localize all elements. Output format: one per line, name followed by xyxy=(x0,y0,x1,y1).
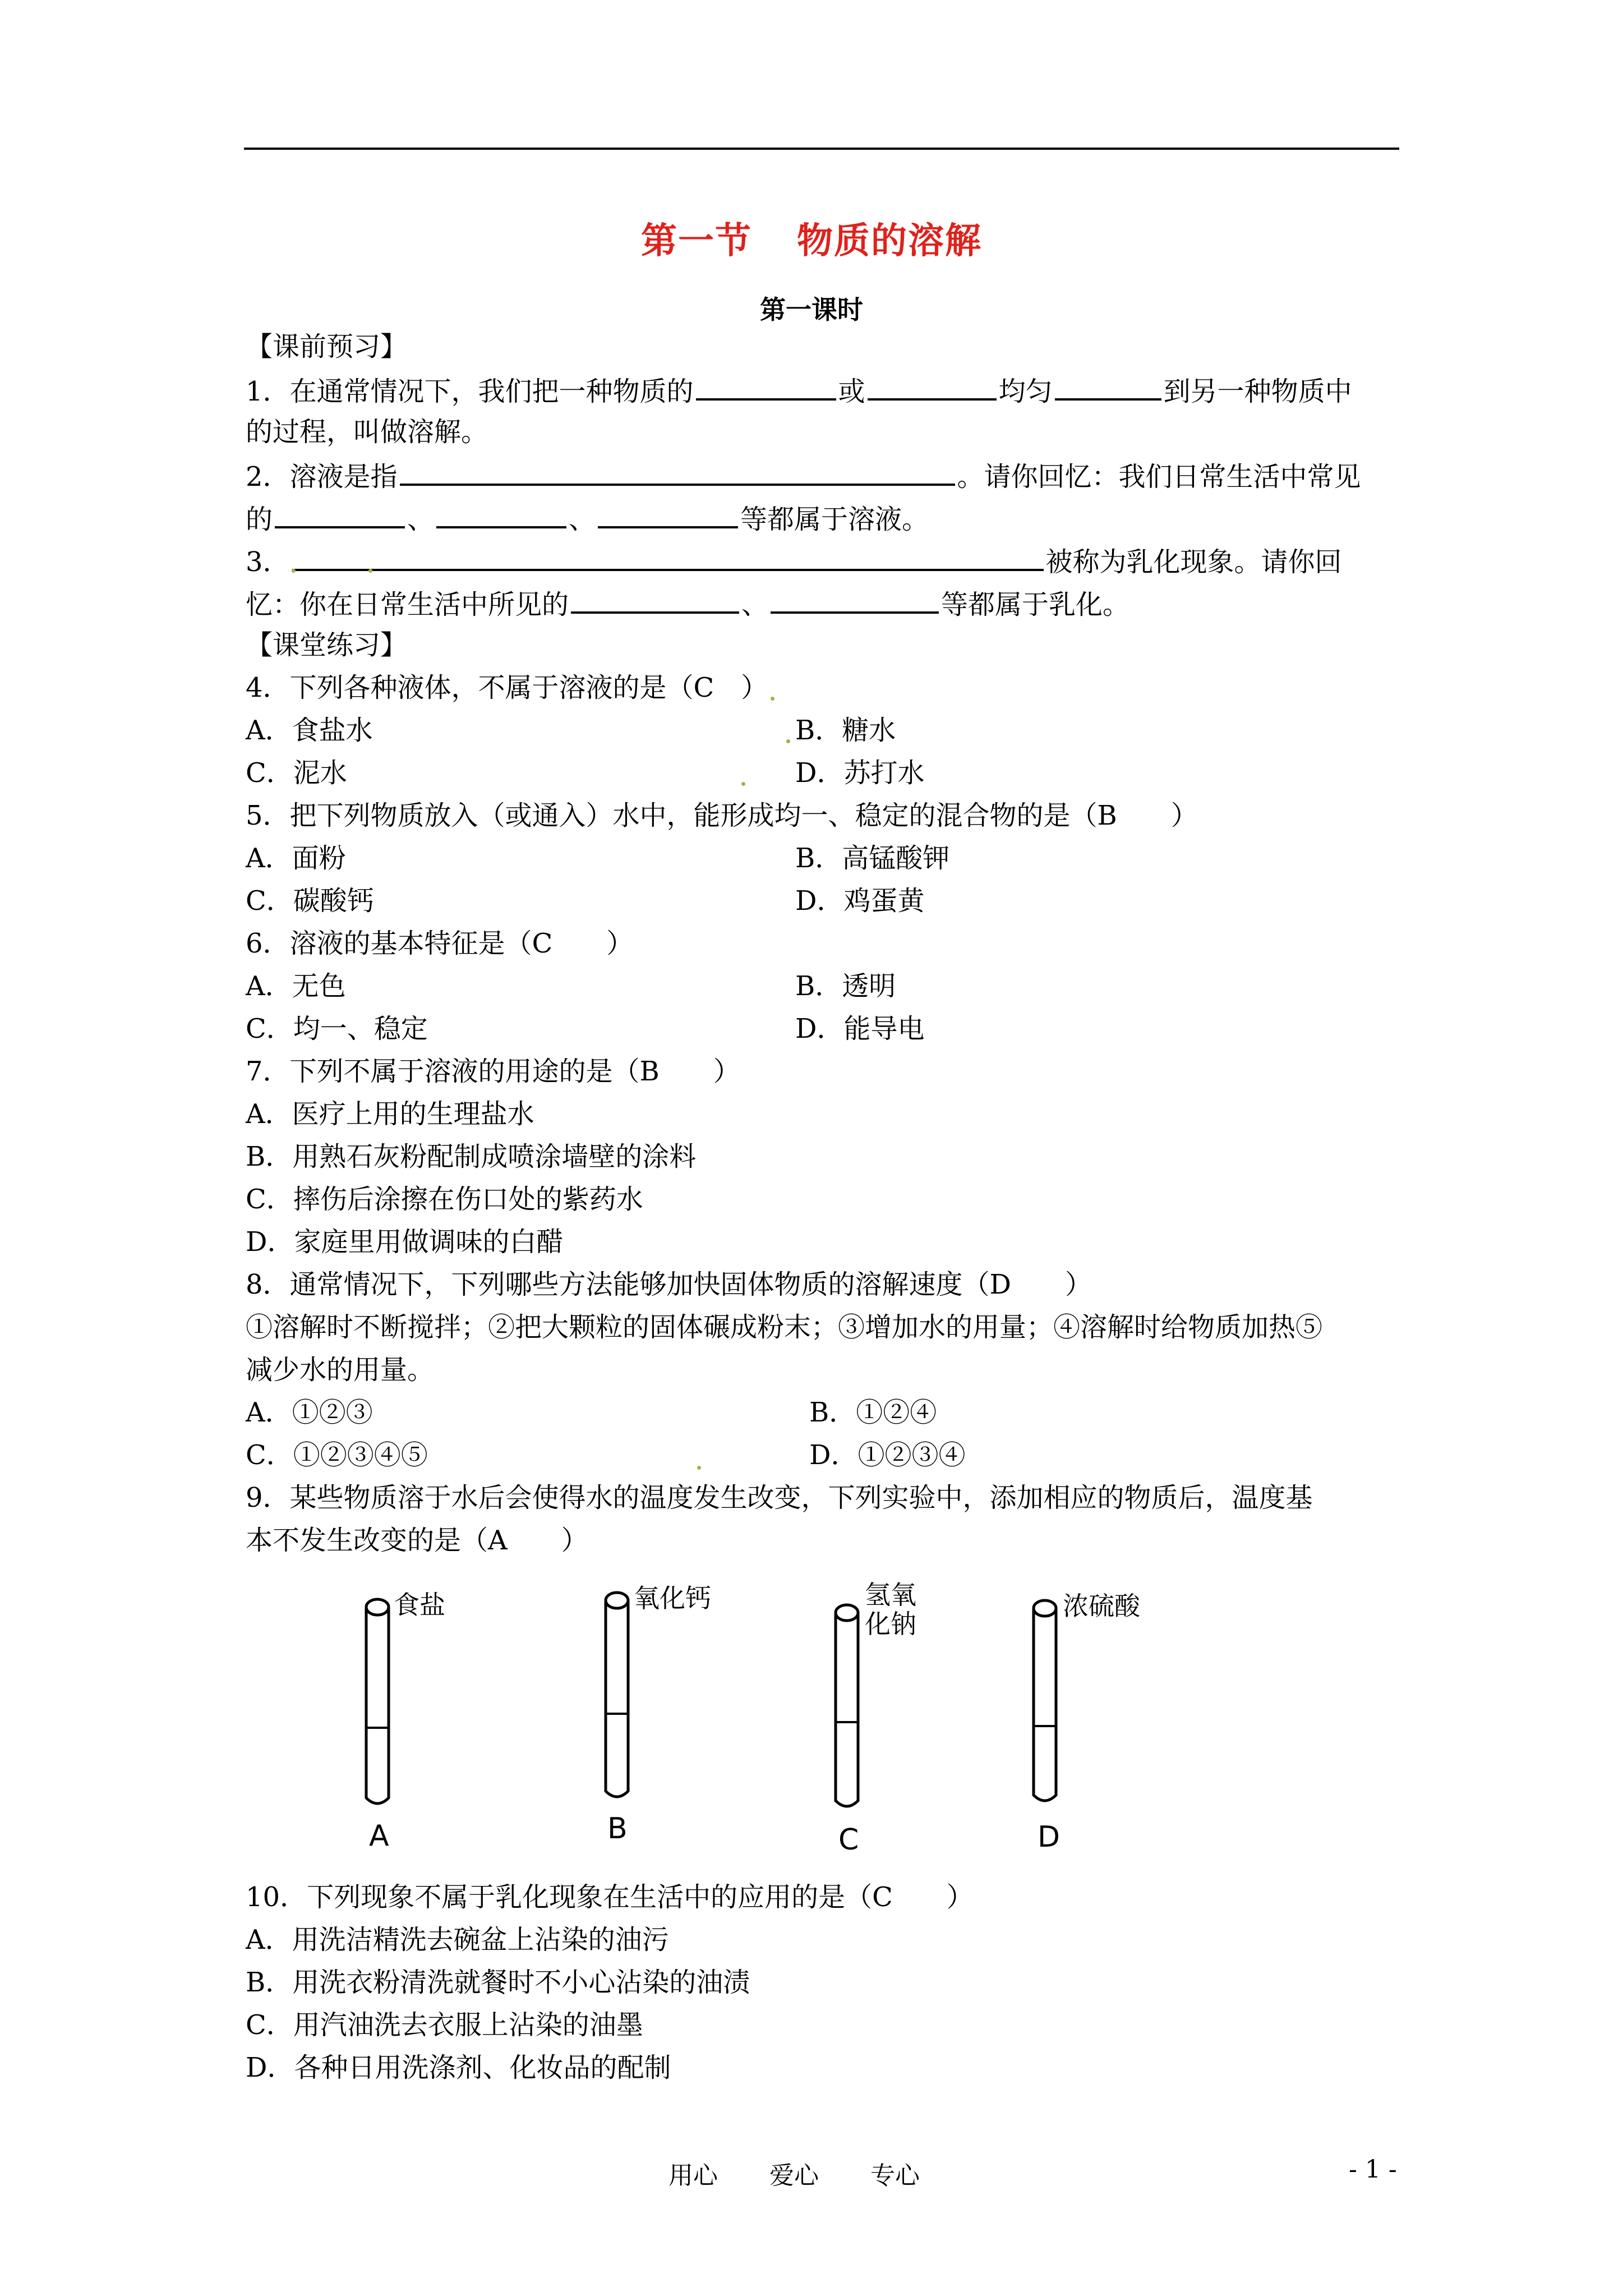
question-10-option-c: C．用汽油洗去衣服上沾染的油墨 xyxy=(246,2009,643,2041)
tube-b-label: 氧化钙 xyxy=(634,1583,711,1613)
tube-d-label: 浓硫酸 xyxy=(1063,1591,1140,1621)
question-8-option-b: B．①②④ xyxy=(809,1397,937,1428)
question-7-option-c: C．摔伤后涂擦在伤口处的紫药水 xyxy=(246,1184,643,1215)
question-5-option-d: D．鸡蛋黄 xyxy=(795,885,925,917)
test-tube-b xyxy=(606,1583,711,1846)
scan-speck xyxy=(741,782,745,786)
answer-blank xyxy=(436,500,566,528)
scan-speck xyxy=(771,697,774,701)
test-tube-a xyxy=(366,1590,445,1853)
answer-blank xyxy=(598,500,738,528)
answer-blank xyxy=(1055,372,1161,401)
answer-blank xyxy=(292,543,1044,571)
question-1-line-2: 的过程，叫做溶解。 xyxy=(246,416,488,448)
tube-b-letter: B xyxy=(607,1812,628,1846)
question-5-option-a: A．面粉 xyxy=(246,843,346,874)
scan-speck xyxy=(292,569,296,573)
question-10-option-b: B．用洗衣粉清洗就餐时不小心沾染的油渍 xyxy=(246,1967,750,1998)
page-title xyxy=(0,212,1623,264)
tube-d-letter: D xyxy=(1038,1820,1061,1854)
tube-c-letter: C xyxy=(838,1823,859,1857)
question-4-option-d: D．苏打水 xyxy=(795,757,925,789)
question-7-option-d: D．家庭里用做调味的白醋 xyxy=(246,1226,564,1258)
question-6-option-a: A．无色 xyxy=(246,970,346,1002)
question-9-stem-line-1: 9．某些物质溶于水后会使得水的温度发生改变，下列实验中，添加相应的物质后，温度基 xyxy=(246,1482,1313,1513)
question-4-option-c: C．泥水 xyxy=(246,757,347,789)
scan-speck xyxy=(697,1466,701,1470)
answer-blank xyxy=(275,500,405,528)
question-10-stem: 10．下列现象不属于乳化现象在生活中的应用的是（C ） xyxy=(246,1881,974,1913)
tube-a-letter: A xyxy=(369,1819,389,1853)
question-6-option-c: C．均一、稳定 xyxy=(246,1013,428,1045)
question-3-line-1: 3． 被称为乳化现象。请你回 xyxy=(246,543,1342,579)
lesson-subtitle: 第一课时 xyxy=(760,295,863,325)
tube-c-label-line-2: 化钠 xyxy=(865,1609,916,1639)
question-4-option-b: B．糖水 xyxy=(795,715,896,746)
question-3-line-2: 忆：你在日常生活中所见的 、 等都属于乳化。 xyxy=(246,586,1129,622)
footer-motto-3: 专心 xyxy=(870,2161,920,2190)
test-tube-c xyxy=(836,1580,916,1857)
question-5-stem: 5．把下列物质放入（或通入）水中，能形成均一、稳定的混合物的是（B ） xyxy=(246,800,1198,831)
test-tubes-diagram xyxy=(314,1579,1155,1871)
question-8-methods-cont: 减少水的用量。 xyxy=(246,1354,435,1386)
answer-blank xyxy=(696,372,836,401)
question-4-stem: 4．下列各种液体，不属于溶液的是（C ） xyxy=(246,672,768,703)
footer-motto-1: 用心 xyxy=(668,2161,718,2190)
title-section: 第一节 xyxy=(641,220,752,262)
answer-blank xyxy=(771,586,939,614)
tube-c-label-line-1: 氢氧 xyxy=(865,1580,916,1610)
question-6-stem: 6．溶液的基本特征是（C ） xyxy=(246,928,634,959)
title-topic: 物质的溶解 xyxy=(797,220,982,262)
footer-motto-2: 爱心 xyxy=(769,2161,819,2190)
question-6-option-b: B．透明 xyxy=(795,970,896,1002)
section-heading-practice: 【课堂练习】 xyxy=(246,629,408,661)
section-heading-preview: 【课前预习】 xyxy=(246,331,408,362)
answer-blank xyxy=(868,372,997,401)
question-7-option-b: B．用熟石灰粉配制成喷涂墙壁的涂料 xyxy=(246,1141,697,1172)
question-8-methods: ①溶解时不断搅拌；②把大颗粒的固体碾成粉末；③增加水的用量；④溶解时给物质加热⑤ xyxy=(246,1312,1323,1343)
question-8-option-d: D．①②③④ xyxy=(809,1439,966,1471)
question-8-option-c: C．①②③④⑤ xyxy=(246,1439,428,1471)
question-10-option-a: A．用洗洁精洗去碗盆上沾染的油污 xyxy=(246,1924,669,1955)
question-5-option-b: B．高锰酸钾 xyxy=(795,843,950,874)
test-tube-d xyxy=(1034,1591,1141,1854)
scan-speck xyxy=(368,569,372,573)
page-number: - 1 - xyxy=(1349,2155,1397,2184)
question-2-line-1: 2．溶液是指 。请你回忆：我们日常生活中常见 xyxy=(246,458,1361,494)
question-6-option-d: D．能导电 xyxy=(795,1013,925,1045)
tube-a-label: 食盐 xyxy=(394,1590,445,1620)
question-1-line-1: 1．在通常情况下，我们把一种物质的 或 均匀 到另一种物质中 xyxy=(246,372,1352,408)
answer-blank xyxy=(400,458,955,486)
question-8-option-a: A．①②③ xyxy=(246,1397,373,1428)
question-7-option-a: A．医疗上用的生理盐水 xyxy=(246,1098,534,1130)
question-10-option-d: D．各种日用洗涤剂、化妆品的配制 xyxy=(246,2052,671,2083)
question-7-stem: 7．下列不属于溶液的用途的是（B ） xyxy=(246,1056,740,1087)
question-5-option-c: C．碳酸钙 xyxy=(246,885,374,917)
question-2-line-2: 的 、 、 等都属于溶液。 xyxy=(246,500,929,536)
question-9-stem-line-2: 本不发生改变的是（A ） xyxy=(246,1525,588,1556)
scan-speck xyxy=(786,739,790,743)
question-4-option-a: A．食盐水 xyxy=(246,715,373,746)
question-8-stem: 8．通常情况下，下列哪些方法能够加快固体物质的溶解速度（D ） xyxy=(246,1269,1092,1300)
answer-blank xyxy=(571,586,739,614)
header-rule xyxy=(244,148,1399,150)
